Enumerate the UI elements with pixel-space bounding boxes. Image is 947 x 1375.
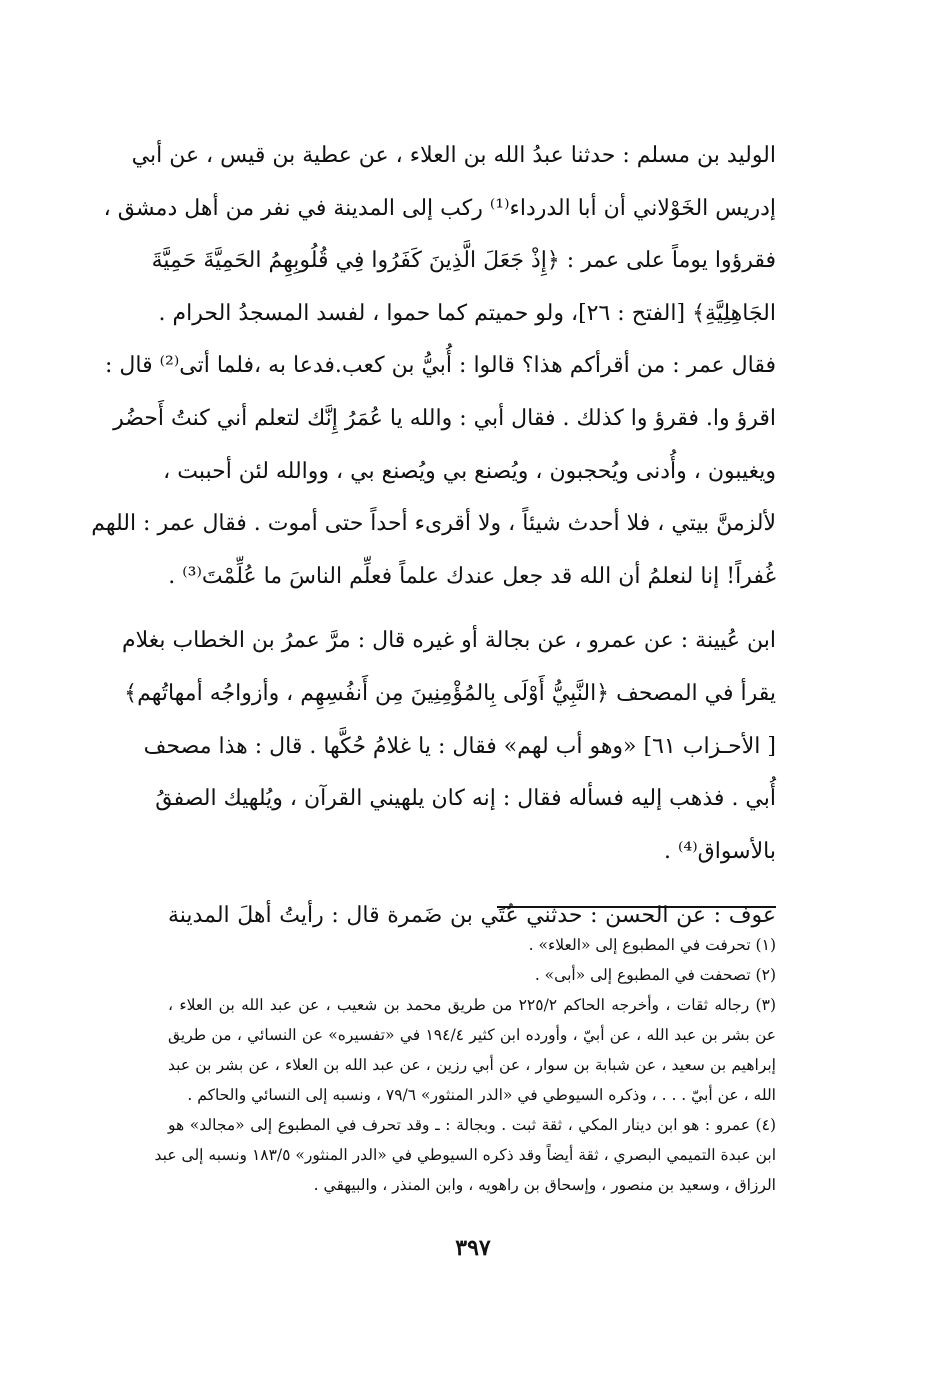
- footnote-line: عن بشر بن عبد الله ، عن أبيّ ، وأورده ابن كثير ١٩٤/٤ في «تفسيره» عن النسائي ، من طريق: [168, 1026, 777, 1044]
- footnote-line: (٢) تصحفت في المطبوع إلى «أبى» .: [534, 966, 776, 984]
- text-line: أُبي . فذهب إليه فسأله فقال : إنه كان يلهيني القرآن ، ويُلهيك الصفقُ: [155, 786, 776, 812]
- text-line: ويغيبون ، وأُدنى ويُحجبون ، ويُصنع بي ويُصنع بي ، ووالله لئن أحببت ،: [163, 458, 776, 484]
- text-line: غُفراً! إنا لنعلمُ أن الله قد جعل عندك علماً فعلِّم الناسَ ما عُلِّمْتَ⁽³⁾ .: [168, 563, 776, 589]
- text-line: بالأسواق⁽⁴⁾ .: [664, 838, 776, 864]
- footnote-line: (٣) رجاله ثقات ، وأخرجه الحاكم ٢٢٥/٢ من طريق محمد بن شعيب ، عن عبد الله بن العلاء ،: [168, 996, 776, 1014]
- paragraph-gap: [168, 878, 776, 890]
- text-line: يقرأ في المصحف ﴿النَّبِيُّ أَوْلَى بِالمُؤْمِنِينَ مِن أَنفُسِهِم ، وأزواجُه أمهاتُهم﴾: [124, 680, 776, 706]
- page-number: ٣٩٧: [455, 1235, 491, 1261]
- text-line: إدريس الخَوْلاني أن أبا الدرداء⁽¹⁾ ركب إلى المدينة في نفر من أهل دمشق ،: [103, 195, 776, 221]
- footnote-line: إبراهيم بن سعيد ، عن شبابة بن سوار ، عن أبي رزين ، عن عبد الله بن العلاء ، عن بشر بن عبد: [168, 1056, 776, 1074]
- main-text: [91, 130, 776, 943]
- text-line: فقرؤوا يوماً على عمر : ﴿إِذْ جَعَلَ الَّذِينَ كَفَرُوا فِي قُلُوبِهِمُ الحَمِيَّةَ حَمِيَّةَ: [151, 248, 776, 274]
- footnote-line: ابن عبدة التميمي البصري ، ثقة أيضاً وقد ذكره السيوطي في «الدر المنثور» ١٨٣/٥ ونسبه إلى عبد: [154, 1146, 776, 1164]
- text-line: عوف : عن الحسن : حدثني عُتَي بن ضَمرة قال : رأيتُ أهلَ المدينة: [168, 903, 776, 929]
- text-line: ابن عُيينة : عن عمرو ، عن بجالة أو غيره قال : مرَّ عمرُ بن الخطاب بغلام: [121, 628, 776, 654]
- text-line: لألزمنَّ بيتي ، فلا أحدث شيئاً ، ولا أقرىء أحداً حتى أموت . فقال عمر : اللهم: [91, 511, 776, 537]
- text-line: الجَاهِلِيَّةِ﴾ [الفتح : ٢٦]، ولو حميتم كما حموا ، لفسد المسجدُ الحرام .: [158, 300, 776, 326]
- footnote-line: (٤) عمرو : هو ابن دينار المكي ، ثقة ثبت . وبجالة : ـ وقد تحرف في المطبوع إلى «مجالد» هو: [168, 1116, 776, 1134]
- footnote-line: الرزاق ، وسعيد بن منصور ، وإسحاق بن راهويه ، وابن المنذر ، والبيهقي .: [313, 1176, 776, 1194]
- text-line: فقال عمر : من أقرأكم هذا؟ قالوا : أُبيُّ بن كعب.فدعا به ،فلما أتى⁽²⁾ قال :: [105, 353, 776, 379]
- footnote-separator: [497, 906, 776, 908]
- footnote-line: الله ، عن أبيّ . . . ، وذكره السيوطي في «الدر المنثور» ٧٩/٦ ، ونسبه إلى النسائي والحاكم .: [187, 1086, 776, 1104]
- footnotes: [154, 930, 777, 1200]
- text-line: [ الأحـزاب ٦١] «وهو أب لهم» فقال : يا غلامُ حُكَّها . قال : هذا مصحف: [143, 733, 776, 759]
- text-line: الوليد بن مسلم : حدثنا عبدُ الله بن العلاء ، عن عطية بن قيس ، عن أبي: [131, 143, 776, 168]
- text-line: اقرؤ وا. فقرؤ وا كذلك . فقال أبي : والله يا عُمَرُ إِنَّك لتعلم أني كنتُ أَحضُر: [113, 405, 776, 431]
- paragraph-gap: [168, 603, 776, 615]
- footnote-line: (١) تحرفت في المطبوع إلى «العلاء» .: [528, 936, 776, 954]
